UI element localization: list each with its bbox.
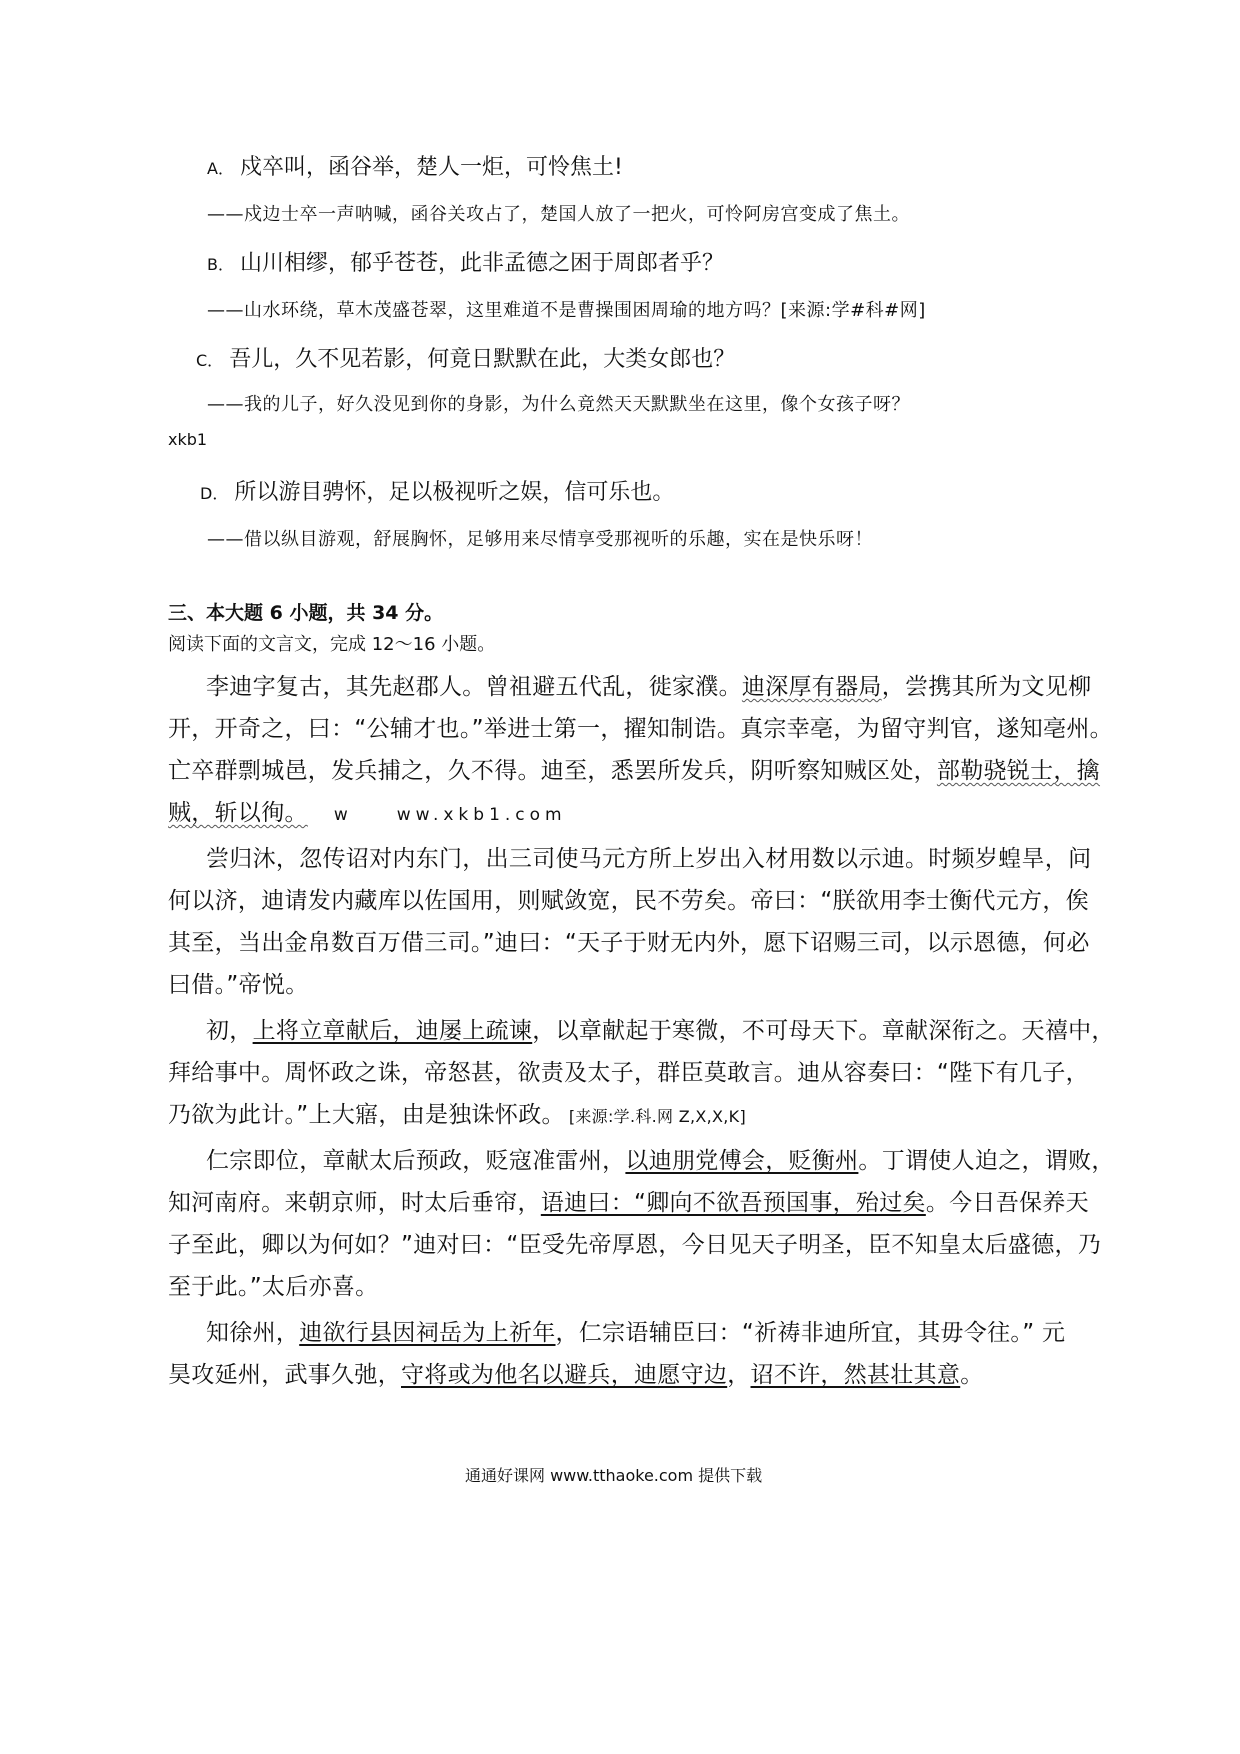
passage-text: 知徐州， [206, 1320, 300, 1346]
passage-line [168, 1356, 984, 1389]
passage-text: 乃欲为此计。”上大寤，由是独诛怀政。 [168, 1102, 565, 1128]
option-b-text: 山川相缪，郁乎苍苍，此非孟德之困于周郎者乎？ [239, 251, 724, 276]
passage-underlined-sentence: 诏不许，然甚壮其意 [750, 1362, 961, 1388]
passage-line: 尝归沐，忽传诏对内东门，出三司使马元方所上岁出入材用数以示迪。时频岁蝗旱，问 [206, 846, 1092, 872]
passage-marked-phrase: 贼，斩以徇。 [168, 800, 308, 826]
passage-underlined-sentence: 守将或为他名以避兵，迪愿守边 [401, 1362, 728, 1388]
passage-line: 子至此，卿以为何如？”迪对曰：“臣受先帝厚恩，今日见天子明圣，臣不知皇太后盛德，乃 [168, 1232, 1102, 1258]
passage-line [206, 668, 1091, 701]
passage-line: 其至，当出金帛数百万借三司。”迪曰：“天子于财无内外，愿下诏赐三司，以示恩德，何必 [168, 930, 1090, 956]
passage-line: 曰借。”帝悦。 [168, 972, 309, 998]
section-title: 三、本大题 6 小题，共 34 分。 [168, 602, 444, 624]
passage-text: 。丁谓使人迫之，谓败， [858, 1148, 1115, 1174]
passage-line [206, 1314, 1065, 1347]
option-b-label: B． [207, 255, 234, 274]
option-c-translation: ——我的儿子，好久没见到你的身影，为什么竟然天天默默坐在这里，像个女孩子呀？ [207, 394, 910, 415]
passage-underlined-sentence: 迪欲行县因祠岳为上祈年 [299, 1320, 556, 1346]
section-intro: 阅读下面的文言文，完成 12～16 小题。 [168, 634, 496, 655]
passage-line: 至于此。”太后亦喜。 [168, 1274, 379, 1300]
passage-line: 何以济，迪请发内藏库以佐国用，则赋敛宽，民不劳矣。帝曰：“朕欲用李士衡代元方，俟 [168, 888, 1089, 914]
option-d-label: D． [200, 484, 229, 503]
passage-text: 初， [206, 1018, 253, 1044]
option-d-translation: ——借以纵目游观，舒展胸怀，足够用来尽情享受那视听的乐趣，实在是快乐呀！ [207, 529, 873, 550]
option-a-text: 戍卒叫，函谷举，楚人一炬，可怜焦土! [239, 155, 623, 180]
passage-text: 昊攻延州，武事久弛， [168, 1362, 401, 1388]
passage-line: 拜给事中。周怀政之诛，帝怒甚，欲责及太子，群臣莫敢言。迪从容奏曰：“陛下有几子， [168, 1060, 1089, 1086]
passage-line [168, 1096, 746, 1129]
watermark-text: w ww.xkb1.com [333, 805, 567, 825]
passage-text: ，尝携其所为文见柳 [881, 674, 1092, 700]
watermark-text: [来源:学.科.网 Z,X,X,K] [568, 1107, 746, 1126]
passage-text: ， [727, 1362, 751, 1388]
passage-underlined-sentence: 语迪曰：“卿向不欲吾预国事，殆过矣 [540, 1190, 926, 1216]
option-a-label: A． [207, 159, 234, 178]
passage-text: 。 [960, 1362, 984, 1388]
passage-line: 开，开奇之，曰：“公辅才也。”举进士第一，擢知制诰。真宗幸亳，为留守判官，遂知亳州。 [168, 716, 1113, 742]
passage-line [168, 752, 1100, 785]
option-c [196, 342, 735, 373]
passage-text: 。今日吾保养天 [925, 1190, 1089, 1216]
passage-text: ，以章献起于寒微，不可母天下。章献深衔之。天禧中， [532, 1018, 1115, 1044]
page-footer: 通通好课网 www.tthaoke.com 提供下载 [465, 1466, 763, 1485]
option-c-text: 吾儿，久不见若影，何竟日默默在此，大类女郎也？ [229, 347, 736, 372]
passage-line [206, 1012, 1115, 1045]
option-d [200, 475, 674, 506]
option-d-text: 所以游目骋怀，足以极视听之娱，信可乐也。 [234, 480, 675, 505]
passage-marked-phrase: 迪深厚有器局 [741, 674, 882, 700]
passage-line [168, 794, 567, 827]
option-a [207, 150, 623, 181]
option-a-translation: ——戍边士卒一声呐喊，函谷关攻占了，楚国人放了一把火，可怜阿房宫变成了焦土。 [207, 204, 910, 225]
option-b [207, 246, 724, 277]
passage-text: 亡卒群剽城邑，发兵捕之，久不得。迪至，悉罢所发兵，阴听察知贼区处， [168, 758, 937, 784]
passage-marked-phrase: 部勒骁锐士，擒 [936, 758, 1101, 784]
option-b-translation: ——山水环绕，草木茂盛苍翠，这里难道不是曹操围困周瑜的地方吗？[来源:学#科#网] [207, 300, 926, 321]
option-c-translation-tail: xkb1 [168, 430, 208, 449]
passage-text: 仁宗即位，章献太后预政，贬寇准雷州， [206, 1148, 626, 1174]
passage-text: ，仁宗语辅臣曰：“祈祷非迪所宜，其毋令往。” 元 [555, 1320, 1066, 1346]
passage-line [168, 1184, 1089, 1217]
option-c-label: C． [196, 351, 224, 370]
passage-text: 李迪字复古，其先赵郡人。曾祖避五代乱，徙家濮。 [206, 674, 742, 700]
passage-underlined-sentence: 上将立章献后，迪屡上疏谏 [252, 1018, 533, 1044]
passage-underlined-sentence: 以迪朋党傅会，贬衡州 [625, 1148, 859, 1174]
passage-text: 知河南府。来朝京师，时太后垂帘， [168, 1190, 541, 1216]
passage-line [206, 1142, 1115, 1175]
